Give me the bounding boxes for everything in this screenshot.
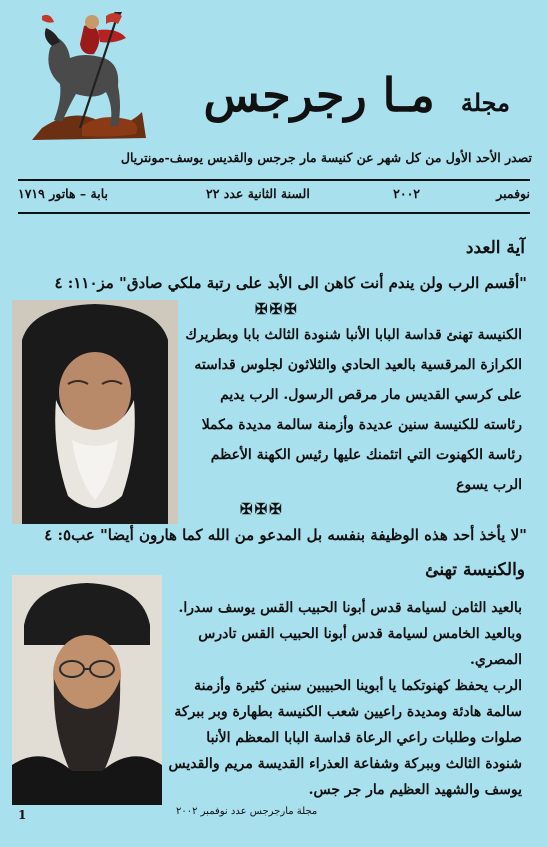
priests-blessing-paragraph: الرب يحفظ كهنوتكما يا أبوينا الحبيبين سنين كثيرة وأزمنة سالمة هادئة ومديدة راعيين شعب الكنيسة بطهارة وبر ببركة صلوات وطلبات راعي الرعاة قداسة البابا المعظم الأنبا شنودة الثالث وببركة وشفاعة العذراء القديسة مريم والقديس يوسف والشهيد العظيم مار جر جس. xyxy=(168,678,522,798)
coptic-date: بابة – هاتور ١٧١٩ xyxy=(18,186,109,201)
church-congrats-title: والكنيسة تهنئ xyxy=(425,560,525,580)
issue-year: ٢٠٠٢ xyxy=(393,186,420,201)
pope-congrats-paragraph: الكنيسة تهنئ قداسة البابا الأنبا شنودة الثالث بابا وبطريرك الكرازة المرقسية بالعيد الحادي والثلاثون لجلوس قداسته على كرسي القديس مار مرقص الرسول. الرب يديم رئاسته للكنيسة سنين عديدة وأزمنة سالمة مديدة مكملا رئاسة الكهنوت التي اتئمنك عليها رئيس الكهنة الأعظم الرب يسوع xyxy=(185,327,522,493)
magazine-title xyxy=(150,68,510,122)
page-number: 1 xyxy=(18,808,27,822)
crosses-ornament: ✠✠✠ xyxy=(255,300,299,318)
magazine-subtitle: تصدر الأحد الأول من كل شهر عن كنيسة مار جرجس والقديس يوسف-مونتريال xyxy=(120,150,532,165)
magazine-title-prefix: مجلة xyxy=(460,88,510,117)
priests-congrats-block xyxy=(168,595,522,803)
issue-info-bar xyxy=(18,186,530,206)
verse-of-issue-title: آية العدد xyxy=(465,238,525,258)
magazine-title-main: مـا رجرجس xyxy=(203,68,435,122)
pope-photo xyxy=(12,300,178,524)
issue-number: السنة الثانية عدد ٢٢ xyxy=(206,186,310,201)
priest-photo xyxy=(12,575,162,805)
crosses-ornament-2: ✠✠✠ xyxy=(240,500,284,518)
st-george-logo xyxy=(22,8,150,144)
header-rule-top xyxy=(18,179,530,181)
header-rule-bottom xyxy=(18,212,530,214)
issue-month: نوفمبر xyxy=(496,186,530,201)
congrats-line-2: وبالعيد الخامس لسيامة قدس أبونا الحبيب القس تادرس المصري. xyxy=(198,626,522,668)
verse-of-issue: "أقسم الرب ولن يندم أنت كاهن الى الأبد على رتبة ملكي صادق" مز١١٠: ٤ xyxy=(54,274,527,292)
footer-note: مجلة مارجرجس عدد نوفمبر ٢٠٠٢ xyxy=(176,806,318,817)
hebrews-verse: "لا يأخذ أحد هذه الوظيفة بنفسه بل المدعو من الله كما هارون أيضا" عب٥: ٤ xyxy=(44,526,527,544)
congrats-line-1: بالعيد الثامن لسيامة قدس أبونا الحبيب القس يوسف سدرا. xyxy=(178,600,522,616)
